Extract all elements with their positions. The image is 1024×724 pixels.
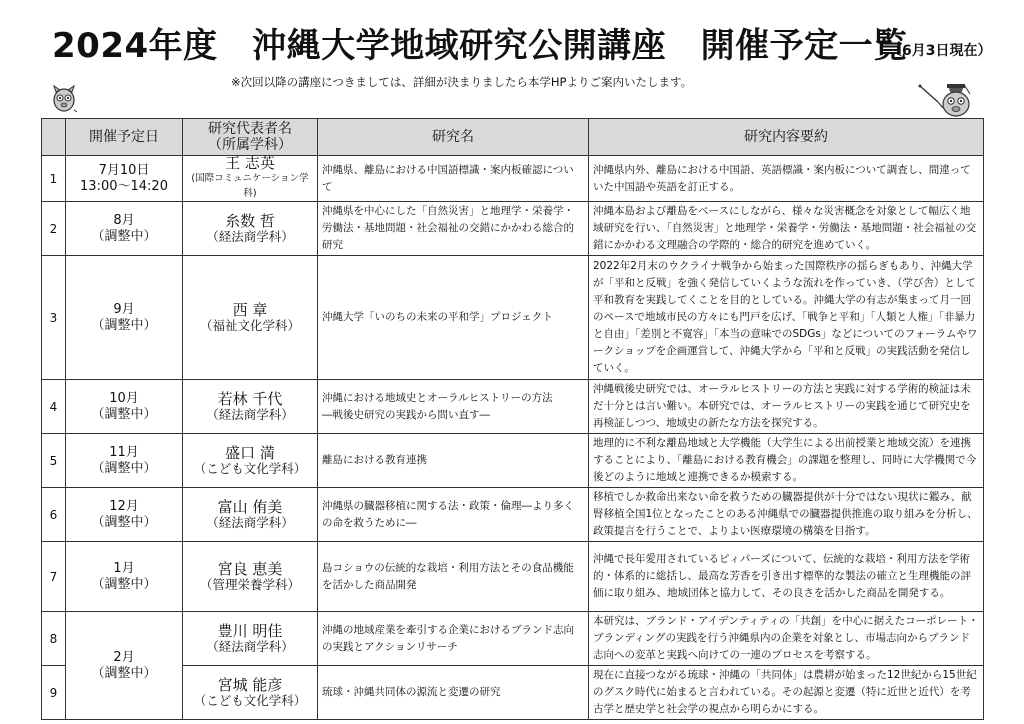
row-number: 1 <box>42 156 66 202</box>
date-line: 8月 <box>113 212 135 228</box>
representative <box>183 256 318 380</box>
research-summary: 沖縄戦後史研究では、オーラルヒストリーの方法と実践に対する学術的検証は未だ十分とは言い難い。本研究では、オーラルヒストリーの実践を通じて研究史を再検証しつつ、地域史の新たな方法を探究する。 <box>589 380 984 434</box>
row-number: 2 <box>42 202 66 256</box>
table-row <box>42 488 984 542</box>
research-theme: 沖縄の地域産業を牽引する企業におけるブランド志向の実践とアクションリサーチ <box>318 612 589 666</box>
research-summary: 移植でしか救命出来ない命を救うための臓器提供が十分ではない現状に鑑み、献腎移植全国1位となったことのある沖縄県での臓器提供推進の取り組みを分析し、政策提言を行うことで、よりよい医療環境の構築を目指す。 <box>589 488 984 542</box>
research-theme: 琉球・沖縄共同体の源流と変遷の研究 <box>318 666 589 720</box>
schedule-date <box>66 380 183 434</box>
representative-dept: （管理栄養学科） <box>199 576 300 592</box>
research-theme: 離島における教育連携 <box>318 434 589 488</box>
row-number: 9 <box>42 666 66 720</box>
row-number: 3 <box>42 256 66 380</box>
date-line: 12月 <box>109 498 139 514</box>
representative <box>183 202 318 256</box>
research-theme: 沖縄県の臓器移植に関する法・政策・倫理―より多くの命を救うために― <box>318 488 589 542</box>
representative-name: 宮城 能彦 <box>217 675 283 694</box>
date-line: 10月 <box>109 390 139 406</box>
status-line: （調整中） <box>91 665 157 681</box>
representative-dept: （経法商学科） <box>206 228 294 244</box>
representative-name: 西 章 <box>232 300 268 319</box>
representative-name: 富山 侑美 <box>217 497 283 516</box>
research-theme <box>318 380 589 434</box>
research-theme: 沖縄大学「いのちの未来の平和学」プロジェクト <box>318 256 589 380</box>
schedule-date <box>66 488 183 542</box>
research-summary: 沖縄本島および離島をベースにしながら、様々な災害概念を対象として幅広く地域研究を行い、「自然災害」と地理学・栄養学・労働法・基地問題・社会福祉の交錯にかかわる文理融合の学際的・総合的研究を進めていく。 <box>589 202 984 256</box>
mascot-left-icon <box>50 84 78 116</box>
date-line: 11月 <box>109 444 139 460</box>
representative <box>183 542 318 612</box>
representative-name: 豊川 明佳 <box>217 621 283 640</box>
table-header-row <box>42 119 984 156</box>
row-number: 6 <box>42 488 66 542</box>
research-theme: 島コショウの伝統的な栽培・利用方法とその食品機能を活かした商品開発 <box>318 542 589 612</box>
representative <box>183 156 318 202</box>
schedule-date <box>66 156 183 202</box>
schedule-date <box>66 612 183 720</box>
schedule-date <box>66 256 183 380</box>
representative-dept: （こども文化学科） <box>193 460 307 476</box>
column-header-representative-dept: （所属学科） <box>208 137 292 153</box>
research-summary: 2022年2月末のウクライナ戦争から始まった国際秩序の揺らぎもあり、沖縄大学が「平和と反戦」を強く発信していくような流れを作っていき、（学び舎）として平和教育を実践してくことを目的としている。沖縄大学の有志が集まって月一回のペースで地域市民の方々にも門戸を広げ、「戦争と平和」「人類と人権」「非暴力と自由」「差別と不寛容」「本当の意味でのSDGs」などについてのフォーラムやワークショップを企画運営して、沖縄大学から「平和と反戦」の実践活動を発信していく。 <box>589 256 984 380</box>
column-header-date: 開催予定日 <box>66 119 183 156</box>
representative <box>183 380 318 434</box>
row-number: 8 <box>42 612 66 666</box>
date-line: 9月 <box>113 301 135 317</box>
research-theme-main: 沖縄における地域史とオーラルヒストリーの方法 <box>322 391 553 404</box>
research-summary: 地理的に不利な離島地域と大学機能（大学生による出前授業と地域交流）を連携することにより、「離島における教育機会」の課題を整理し、同時に大学機関で今後どのように地域と連携できるか模索する。 <box>589 434 984 488</box>
table-row <box>42 156 984 202</box>
status-line: （調整中） <box>91 317 157 333</box>
status-line: （調整中） <box>91 460 157 476</box>
representative-name: 宮良 恵美 <box>217 559 283 578</box>
status-line: （調整中） <box>91 406 157 422</box>
research-theme: 沖縄県、離島における中国語標識・案内板確認について <box>318 156 589 202</box>
schedule-date <box>66 542 183 612</box>
time-line: 13:00～14:20 <box>80 178 168 194</box>
table-row <box>42 434 984 488</box>
table-row <box>42 380 984 434</box>
representative-name: 王 志英 <box>225 154 275 172</box>
representative-name: 若林 千代 <box>217 389 283 408</box>
research-summary: 現在に直接つながる琉球・沖縄の「共同体」は農耕が始まった12世紀から15世紀のグスク時代に始まると言われている。その起源と変遷（特に近世と近代）を考古学と歴史学と社会学の視点から明らかにする。 <box>589 666 984 720</box>
research-theme-subtitle: ―戦後史研究の実践から問い直す― <box>322 408 490 421</box>
representative-dept: (国際コミュニケーション学科) <box>191 173 309 199</box>
representative-dept: （経法商学科） <box>206 638 294 654</box>
representative-dept: （福祉文化学科） <box>199 317 300 333</box>
column-header-representative-name: 研究代表者名 <box>208 121 292 137</box>
table-row <box>42 542 984 612</box>
status-line: （調整中） <box>91 514 157 530</box>
representative-dept: （経法商学科） <box>206 406 294 422</box>
representative-name: 糸数 哲 <box>225 211 275 230</box>
column-header-representative <box>183 119 318 156</box>
row-number: 4 <box>42 380 66 434</box>
date-line: 1月 <box>113 560 135 576</box>
schedule-date <box>66 434 183 488</box>
schedule-date <box>66 202 183 256</box>
row-number: 7 <box>42 542 66 612</box>
representative-name: 盛口 満 <box>225 443 275 462</box>
status-line: （調整中） <box>91 576 157 592</box>
date-line: 2月 <box>113 649 135 665</box>
table-row <box>42 202 984 256</box>
representative <box>183 666 318 720</box>
column-header-no <box>42 119 66 156</box>
representative <box>183 612 318 666</box>
representative <box>183 488 318 542</box>
research-summary: 沖縄で長年愛用されているピィパーズについて、伝統的な栽培・利用方法を学術的・体系的に総括し、最高な芳香を引き出す標準的な製法の確立と生理機能の評価に取り組み、地域団体と協力して、その良さを活かした商品を開発する。 <box>589 542 984 612</box>
row-number: 5 <box>42 434 66 488</box>
table-row <box>42 612 984 666</box>
representative-dept: （こども文化学科） <box>193 692 307 708</box>
lecture-schedule-table <box>41 118 984 720</box>
representative <box>183 434 318 488</box>
representative-dept: （経法商学科） <box>206 514 294 530</box>
page-header <box>0 4 1024 66</box>
notice-text: ※次回以降の講座につきましては、詳細が決まりましたら本学HPよりご案内いたします。 <box>231 75 693 89</box>
table-row <box>42 256 984 380</box>
column-header-theme: 研究名 <box>318 119 589 156</box>
mascot-right-icon <box>918 80 976 118</box>
status-line: （調整中） <box>91 228 157 244</box>
research-theme: 沖縄県を中心にした「自然災害」と地理学・栄養学・労働法・基地問題・社会福祉の交錯にかかわる総合的研究 <box>318 202 589 256</box>
page-title: 2024年度 沖縄大学地域研究公開講座 開催予定一覧 <box>52 26 908 66</box>
research-summary: 本研究は、ブランド・アイデンティティの「共創」を中心に据えたコーポレート・ブランディングの実践を行う沖縄県内の企業を対象とし、市場志向からブランド志向への変革と実践へ向けての一連のプロセスを考察する。 <box>589 612 984 666</box>
as-of-date: （6月3日現在） <box>888 43 992 59</box>
table-row <box>42 666 984 720</box>
column-header-summary: 研究内容要約 <box>589 119 984 156</box>
date-line: 7月10日 <box>98 162 150 178</box>
research-summary: 沖縄県内外、離島における中国語、英語標識・案内板について調査し、間違っていた中国語や英語を訂正する。 <box>589 156 984 202</box>
